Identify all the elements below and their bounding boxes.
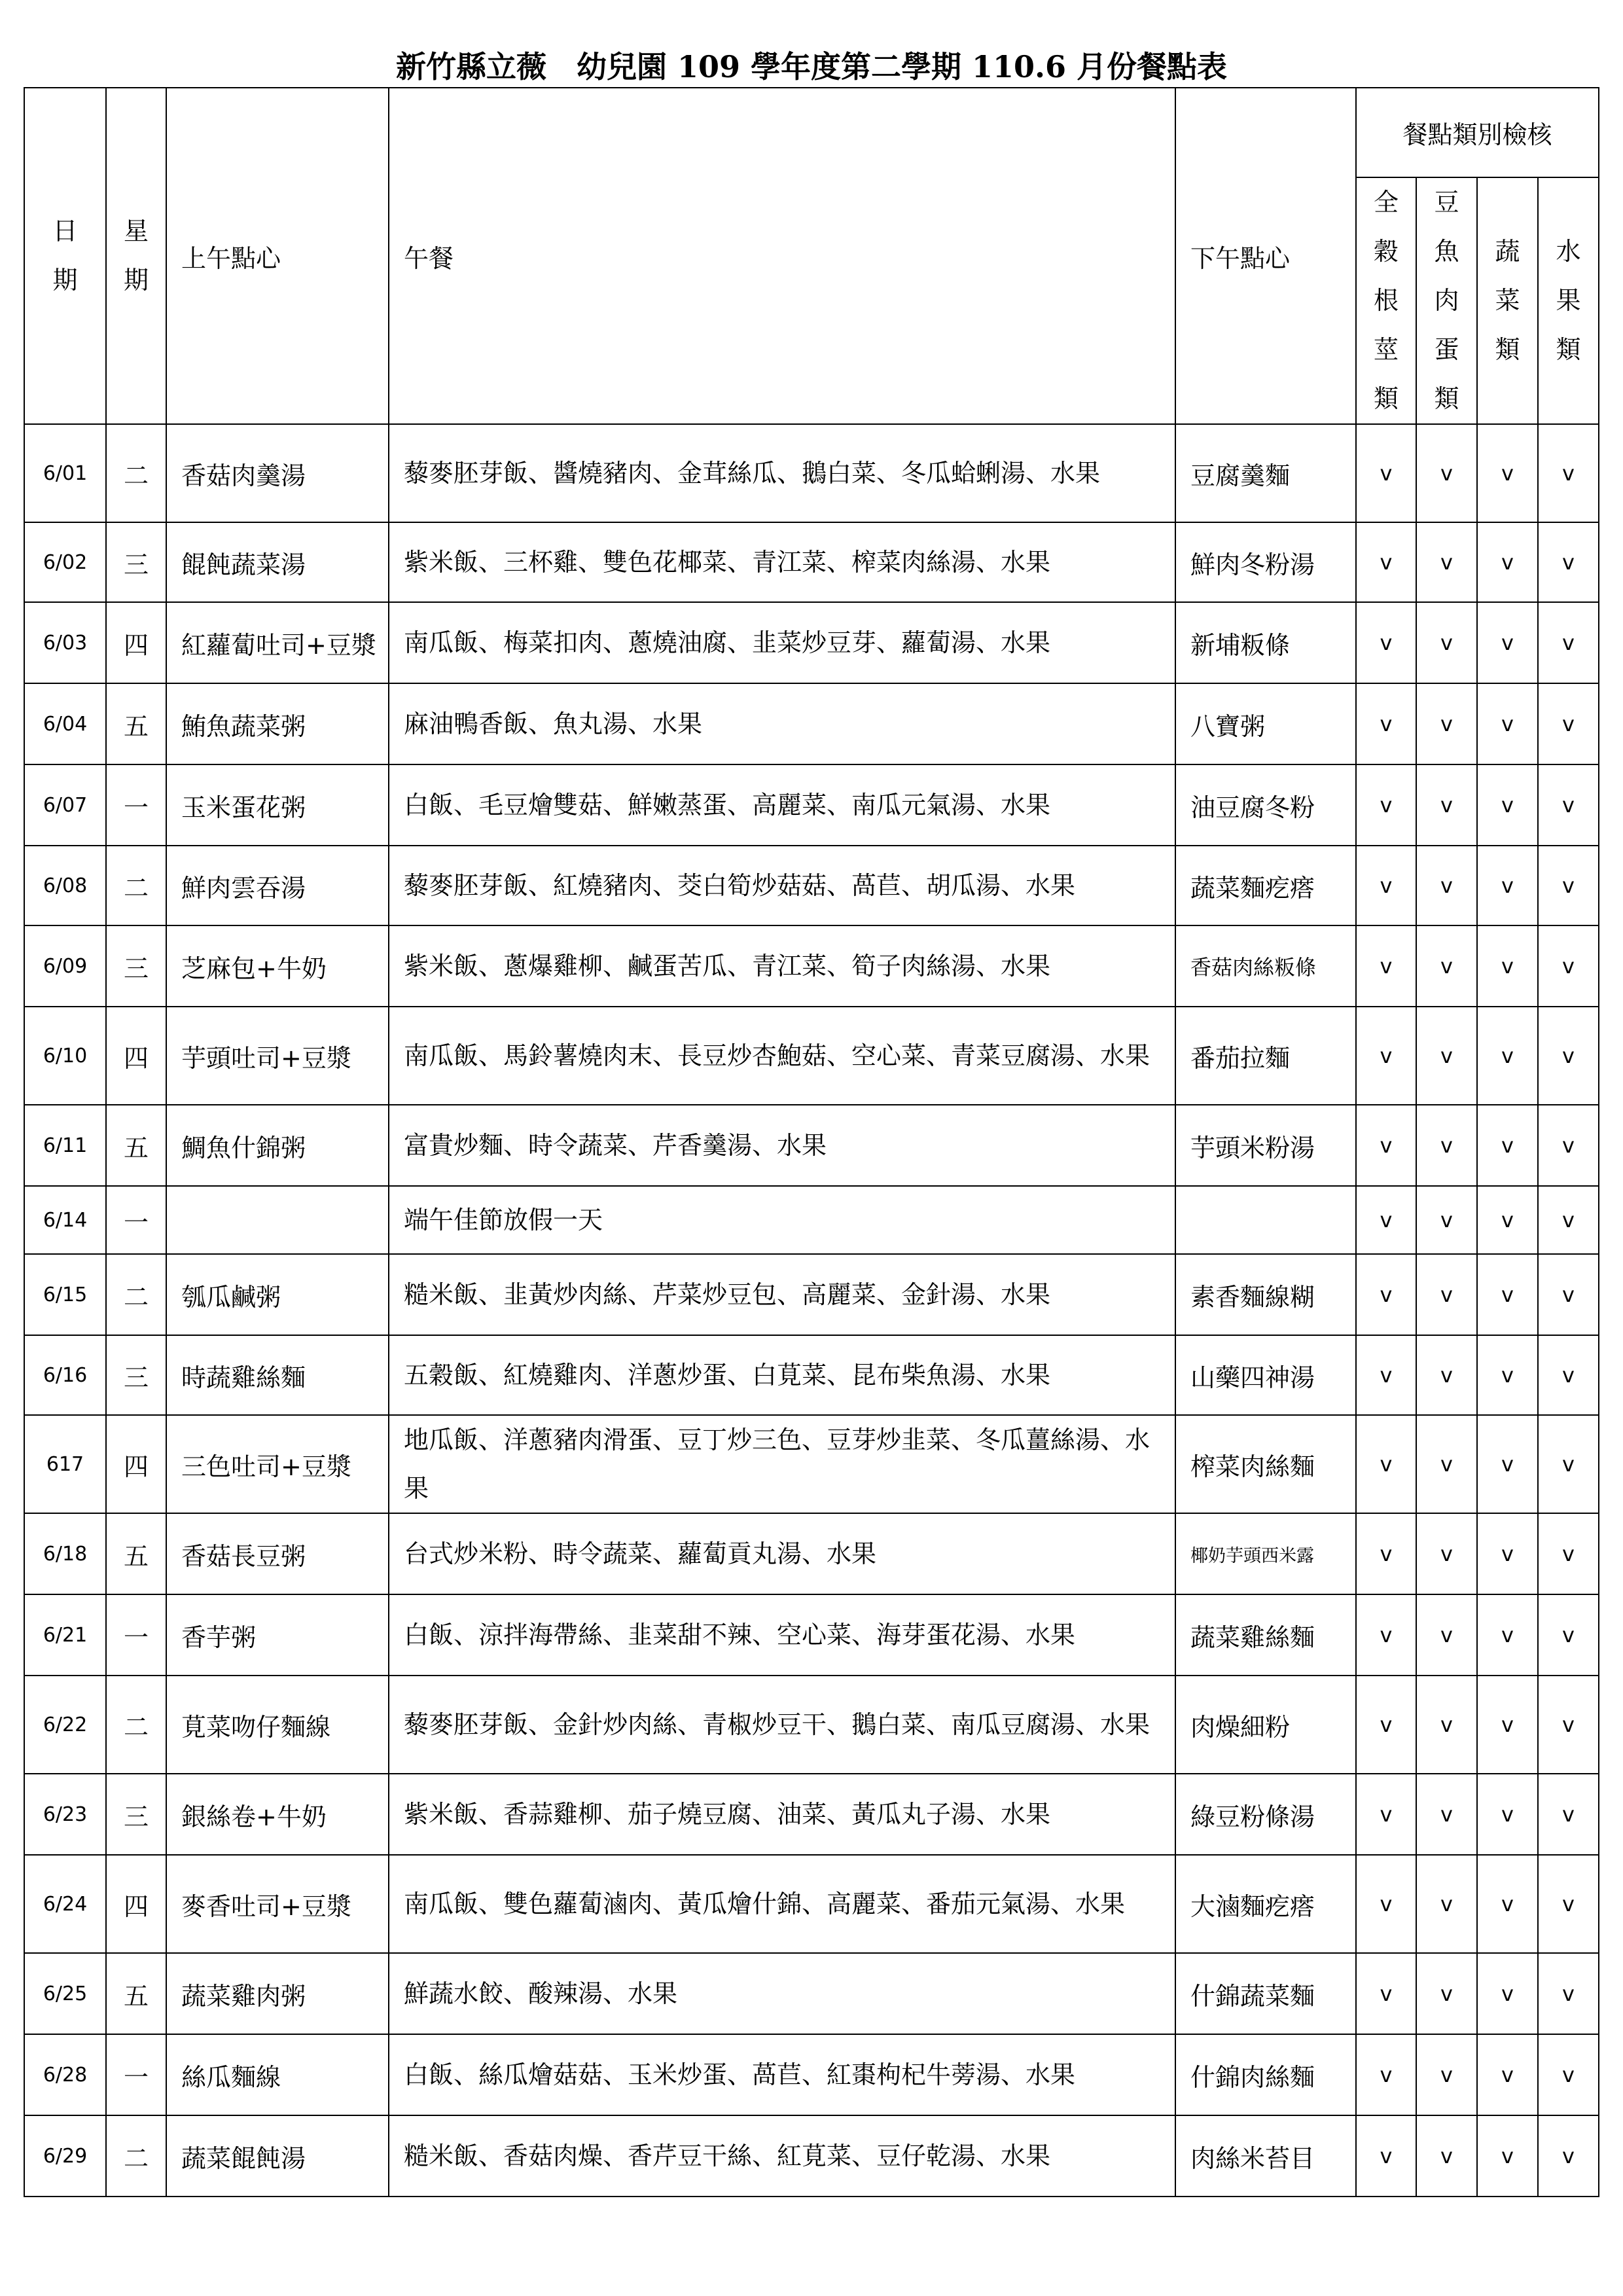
check-mark-cell: v bbox=[1538, 2034, 1599, 2115]
morning-snack-cell: 紅蘿蔔吐司+豆漿 bbox=[166, 602, 389, 683]
table-row bbox=[24, 1953, 1599, 2034]
afternoon-snack-cell: 油豆腐冬粉 bbox=[1175, 764, 1356, 846]
check-mark-cell: v bbox=[1356, 1415, 1416, 1513]
morning-snack-cell: 時蔬雞絲麵 bbox=[166, 1335, 389, 1415]
table-row bbox=[24, 764, 1599, 846]
check-mark-cell: v bbox=[1416, 1676, 1477, 1774]
weekday-cell: 五 bbox=[106, 1953, 166, 2034]
afternoon-snack-cell: 香菇肉絲粄條 bbox=[1175, 925, 1356, 1007]
lunch-cell: 糙米飯、韭黃炒肉絲、芹菜炒豆包、高麗菜、金針湯、水果 bbox=[389, 1254, 1175, 1335]
check-mark-cell: v bbox=[1356, 1186, 1416, 1254]
date-cell: 6/23 bbox=[24, 1774, 106, 1855]
morning-snack-cell: 芋頭吐司+豆漿 bbox=[166, 1007, 389, 1105]
check-mark-cell: v bbox=[1416, 764, 1477, 846]
lunch-cell: 南瓜飯、梅菜扣肉、蔥燒油腐、韭菜炒豆芽、蘿蔔湯、水果 bbox=[389, 602, 1175, 683]
check-mark-cell: v bbox=[1538, 1186, 1599, 1254]
date-cell: 6/07 bbox=[24, 764, 106, 846]
check-mark-cell: v bbox=[1356, 602, 1416, 683]
check-mark-cell: v bbox=[1538, 1774, 1599, 1855]
check-mark-cell: v bbox=[1477, 2034, 1538, 2115]
morning-snack-cell: 香菇肉羹湯 bbox=[166, 424, 389, 522]
table-row bbox=[24, 1774, 1599, 1855]
date-cell: 6/04 bbox=[24, 683, 106, 764]
weekday-cell: 二 bbox=[106, 424, 166, 522]
date-cell: 6/15 bbox=[24, 1254, 106, 1335]
check-mark-cell: v bbox=[1416, 424, 1477, 522]
check-mark-cell: v bbox=[1356, 764, 1416, 846]
lunch-cell: 糙米飯、香菇肉燥、香芹豆干絲、紅莧菜、豆仔乾湯、水果 bbox=[389, 2115, 1175, 2197]
afternoon-snack-cell: 什錦蔬菜麵 bbox=[1175, 1953, 1356, 2034]
morning-snack-cell: 芝麻包+牛奶 bbox=[166, 925, 389, 1007]
check-mark-cell: v bbox=[1538, 1953, 1599, 2034]
weekday-cell: 五 bbox=[106, 1513, 166, 1594]
weekday-cell: 一 bbox=[106, 2034, 166, 2115]
check-mark-cell: v bbox=[1416, 683, 1477, 764]
weekday-cell: 一 bbox=[106, 1186, 166, 1254]
check-mark-cell: v bbox=[1416, 1254, 1477, 1335]
check-mark-cell: v bbox=[1356, 522, 1416, 602]
lunch-cell: 南瓜飯、馬鈴薯燒肉末、長豆炒杏鮑菇、空心菜、青菜豆腐湯、水果 bbox=[389, 1007, 1175, 1105]
table-row bbox=[24, 1335, 1599, 1415]
afternoon-snack-cell: 榨菜肉絲麵 bbox=[1175, 1415, 1356, 1513]
check-mark-cell: v bbox=[1356, 846, 1416, 925]
lunch-cell: 藜麥胚芽飯、醬燒豬肉、金茸絲瓜、鵝白菜、冬瓜蛤蜊湯、水果 bbox=[389, 424, 1175, 522]
header-vegetables: 蔬 菜 類 bbox=[1477, 177, 1538, 424]
check-mark-cell: v bbox=[1477, 1186, 1538, 1254]
check-mark-cell: v bbox=[1356, 424, 1416, 522]
morning-snack-cell: 餛飩蔬菜湯 bbox=[166, 522, 389, 602]
check-mark-cell: v bbox=[1416, 1186, 1477, 1254]
meal-table bbox=[24, 87, 1599, 2197]
check-mark-cell: v bbox=[1477, 1855, 1538, 1953]
header-fruit: 水 果 類 bbox=[1538, 177, 1599, 424]
date-cell: 6/28 bbox=[24, 2034, 106, 2115]
header-protein: 豆 魚 肉 蛋 類 bbox=[1416, 177, 1477, 424]
check-mark-cell: v bbox=[1416, 522, 1477, 602]
afternoon-snack-cell: 鮮肉冬粉湯 bbox=[1175, 522, 1356, 602]
date-cell: 6/29 bbox=[24, 2115, 106, 2197]
weekday-cell: 五 bbox=[106, 1105, 166, 1186]
date-cell: 6/16 bbox=[24, 1335, 106, 1415]
meal-rows bbox=[24, 424, 1599, 2197]
check-mark-cell: v bbox=[1477, 846, 1538, 925]
header-morning-snack: 上午點心 bbox=[166, 88, 389, 424]
check-mark-cell: v bbox=[1538, 602, 1599, 683]
weekday-cell: 四 bbox=[106, 602, 166, 683]
lunch-cell: 南瓜飯、雙色蘿蔔滷肉、黃瓜燴什錦、高麗菜、番茄元氣湯、水果 bbox=[389, 1855, 1175, 1953]
table-row bbox=[24, 1186, 1599, 1254]
morning-snack-cell: 鯛魚什錦粥 bbox=[166, 1105, 389, 1186]
check-mark-cell: v bbox=[1477, 1676, 1538, 1774]
morning-snack-cell: 瓠瓜鹹粥 bbox=[166, 1254, 389, 1335]
check-mark-cell: v bbox=[1477, 764, 1538, 846]
check-mark-cell: v bbox=[1538, 925, 1599, 1007]
table-row bbox=[24, 683, 1599, 764]
check-mark-cell: v bbox=[1538, 846, 1599, 925]
check-mark-cell: v bbox=[1416, 1513, 1477, 1594]
table-row bbox=[24, 1676, 1599, 1774]
header-date: 日 期 bbox=[24, 88, 106, 424]
lunch-cell: 藜麥胚芽飯、金針炒肉絲、青椒炒豆干、鵝白菜、南瓜豆腐湯、水果 bbox=[389, 1676, 1175, 1774]
morning-snack-cell bbox=[166, 1186, 389, 1254]
lunch-cell: 白飯、毛豆燴雙菇、鮮嫩蒸蛋、高麗菜、南瓜元氣湯、水果 bbox=[389, 764, 1175, 846]
table-row bbox=[24, 1855, 1599, 1953]
weekday-cell: 三 bbox=[106, 925, 166, 1007]
check-mark-cell: v bbox=[1356, 2115, 1416, 2197]
afternoon-snack-cell: 什錦肉絲麵 bbox=[1175, 2034, 1356, 2115]
check-mark-cell: v bbox=[1538, 764, 1599, 846]
check-mark-cell: v bbox=[1477, 925, 1538, 1007]
weekday-cell: 二 bbox=[106, 846, 166, 925]
check-mark-cell: v bbox=[1538, 2115, 1599, 2197]
check-mark-cell: v bbox=[1538, 1855, 1599, 1953]
weekday-cell: 三 bbox=[106, 1335, 166, 1415]
table-row bbox=[24, 1007, 1599, 1105]
date-cell: 6/10 bbox=[24, 1007, 106, 1105]
lunch-cell: 台式炒米粉、時令蔬菜、蘿蔔貢丸湯、水果 bbox=[389, 1513, 1175, 1594]
afternoon-snack-cell: 椰奶芋頭西米露 bbox=[1175, 1513, 1356, 1594]
afternoon-snack-cell: 八寶粥 bbox=[1175, 683, 1356, 764]
afternoon-snack-cell: 蔬菜雞絲麵 bbox=[1175, 1594, 1356, 1676]
table-row bbox=[24, 2115, 1599, 2197]
check-mark-cell: v bbox=[1416, 1953, 1477, 2034]
table-row bbox=[24, 1513, 1599, 1594]
check-mark-cell: v bbox=[1356, 1335, 1416, 1415]
table-row bbox=[24, 1415, 1599, 1513]
lunch-cell: 富貴炒麵、時令蔬菜、芹香羹湯、水果 bbox=[389, 1105, 1175, 1186]
lunch-cell: 紫米飯、香蒜雞柳、茄子燒豆腐、油菜、黃瓜丸子湯、水果 bbox=[389, 1774, 1175, 1855]
weekday-cell: 三 bbox=[106, 1774, 166, 1855]
check-mark-cell: v bbox=[1477, 1254, 1538, 1335]
check-mark-cell: v bbox=[1416, 1105, 1477, 1186]
weekday-cell: 一 bbox=[106, 1594, 166, 1676]
check-mark-cell: v bbox=[1356, 683, 1416, 764]
table-row bbox=[24, 1594, 1599, 1676]
morning-snack-cell: 玉米蛋花粥 bbox=[166, 764, 389, 846]
date-cell: 6/18 bbox=[24, 1513, 106, 1594]
date-cell: 617 bbox=[24, 1415, 106, 1513]
afternoon-snack-cell: 肉燥細粉 bbox=[1175, 1676, 1356, 1774]
afternoon-snack-cell: 番茄拉麵 bbox=[1175, 1007, 1356, 1105]
date-cell: 6/09 bbox=[24, 925, 106, 1007]
check-mark-cell: v bbox=[1477, 1953, 1538, 2034]
check-mark-cell: v bbox=[1416, 2115, 1477, 2197]
table-row bbox=[24, 2034, 1599, 2115]
check-mark-cell: v bbox=[1538, 1415, 1599, 1513]
lunch-cell: 白飯、絲瓜燴菇菇、玉米炒蛋、萵苣、紅棗枸杞牛蒡湯、水果 bbox=[389, 2034, 1175, 2115]
check-mark-cell: v bbox=[1356, 1855, 1416, 1953]
morning-snack-cell: 麥香吐司+豆漿 bbox=[166, 1855, 389, 1953]
morning-snack-cell: 蔬菜餛飩湯 bbox=[166, 2115, 389, 2197]
weekday-cell: 四 bbox=[106, 1855, 166, 1953]
table-row bbox=[24, 846, 1599, 925]
header-lunch: 午餐 bbox=[389, 88, 1175, 424]
check-mark-cell: v bbox=[1356, 1774, 1416, 1855]
table-row bbox=[24, 1254, 1599, 1335]
weekday-cell: 一 bbox=[106, 764, 166, 846]
check-mark-cell: v bbox=[1356, 925, 1416, 1007]
table-row bbox=[24, 925, 1599, 1007]
check-mark-cell: v bbox=[1356, 1594, 1416, 1676]
check-mark-cell: v bbox=[1356, 1007, 1416, 1105]
weekday-cell: 四 bbox=[106, 1007, 166, 1105]
check-mark-cell: v bbox=[1416, 1007, 1477, 1105]
check-mark-cell: v bbox=[1477, 1774, 1538, 1855]
morning-snack-cell: 莧菜吻仔麵線 bbox=[166, 1676, 389, 1774]
check-mark-cell: v bbox=[1416, 2034, 1477, 2115]
check-mark-cell: v bbox=[1538, 1007, 1599, 1105]
check-mark-cell: v bbox=[1416, 602, 1477, 683]
check-mark-cell: v bbox=[1477, 1105, 1538, 1186]
date-cell: 6/25 bbox=[24, 1953, 106, 2034]
check-mark-cell: v bbox=[1477, 1513, 1538, 1594]
check-mark-cell: v bbox=[1356, 1676, 1416, 1774]
check-mark-cell: v bbox=[1538, 424, 1599, 522]
afternoon-snack-cell: 山藥四神湯 bbox=[1175, 1335, 1356, 1415]
check-mark-cell: v bbox=[1477, 1335, 1538, 1415]
afternoon-snack-cell: 大滷麵疙瘩 bbox=[1175, 1855, 1356, 1953]
morning-snack-cell: 香菇長豆粥 bbox=[166, 1513, 389, 1594]
check-mark-cell: v bbox=[1356, 2034, 1416, 2115]
check-mark-cell: v bbox=[1416, 846, 1477, 925]
check-mark-cell: v bbox=[1538, 1335, 1599, 1415]
check-mark-cell: v bbox=[1477, 1415, 1538, 1513]
table-row bbox=[24, 424, 1599, 522]
afternoon-snack-cell: 新埔粄條 bbox=[1175, 602, 1356, 683]
afternoon-snack-cell: 豆腐羹麵 bbox=[1175, 424, 1356, 522]
check-mark-cell: v bbox=[1477, 602, 1538, 683]
date-cell: 6/21 bbox=[24, 1594, 106, 1676]
weekday-cell: 五 bbox=[106, 683, 166, 764]
morning-snack-cell: 絲瓜麵線 bbox=[166, 2034, 389, 2115]
afternoon-snack-cell: 蔬菜麵疙瘩 bbox=[1175, 846, 1356, 925]
weekday-cell: 二 bbox=[106, 2115, 166, 2197]
afternoon-snack-cell: 綠豆粉條湯 bbox=[1175, 1774, 1356, 1855]
check-mark-cell: v bbox=[1538, 683, 1599, 764]
check-mark-cell: v bbox=[1538, 1676, 1599, 1774]
morning-snack-cell: 鮪魚蔬菜粥 bbox=[166, 683, 389, 764]
check-mark-cell: v bbox=[1477, 1007, 1538, 1105]
page-title: 新竹縣立薇 幼兒園 109 學年度第二學期 110.6 月份餐點表 bbox=[395, 49, 1228, 84]
date-cell: 6/11 bbox=[24, 1105, 106, 1186]
header-weekday: 星 期 bbox=[106, 88, 166, 424]
header-grains: 全 穀 根 莖 類 bbox=[1356, 177, 1416, 424]
check-mark-cell: v bbox=[1538, 1105, 1599, 1186]
lunch-cell: 麻油鴨香飯、魚丸湯、水果 bbox=[389, 683, 1175, 764]
date-cell: 6/01 bbox=[24, 424, 106, 522]
header-afternoon-snack: 下午點心 bbox=[1175, 88, 1356, 424]
weekday-cell: 二 bbox=[106, 1676, 166, 1774]
lunch-cell: 地瓜飯、洋蔥豬肉滑蛋、豆丁炒三色、豆芽炒韭菜、冬瓜薑絲湯、水果 bbox=[389, 1415, 1175, 1513]
lunch-cell: 紫米飯、三杯雞、雙色花椰菜、青江菜、榨菜肉絲湯、水果 bbox=[389, 522, 1175, 602]
lunch-cell: 白飯、涼拌海帶絲、韭菜甜不辣、空心菜、海芽蛋花湯、水果 bbox=[389, 1594, 1175, 1676]
check-mark-cell: v bbox=[1538, 1513, 1599, 1594]
check-mark-cell: v bbox=[1416, 1594, 1477, 1676]
afternoon-snack-cell: 素香麵線糊 bbox=[1175, 1254, 1356, 1335]
check-mark-cell: v bbox=[1416, 1335, 1477, 1415]
date-cell: 6/14 bbox=[24, 1186, 106, 1254]
table-row bbox=[24, 602, 1599, 683]
date-cell: 6/03 bbox=[24, 602, 106, 683]
weekday-cell: 二 bbox=[106, 1254, 166, 1335]
lunch-cell: 五穀飯、紅燒雞肉、洋蔥炒蛋、白莧菜、昆布柴魚湯、水果 bbox=[389, 1335, 1175, 1415]
morning-snack-cell: 三色吐司+豆漿 bbox=[166, 1415, 389, 1513]
morning-snack-cell: 蔬菜雞肉粥 bbox=[166, 1953, 389, 2034]
lunch-cell: 鮮蔬水餃、酸辣湯、水果 bbox=[389, 1953, 1175, 2034]
check-mark-cell: v bbox=[1416, 1774, 1477, 1855]
weekday-cell: 四 bbox=[106, 1415, 166, 1513]
check-mark-cell: v bbox=[1416, 1855, 1477, 1953]
check-mark-cell: v bbox=[1356, 1953, 1416, 2034]
header-category-check: 餐點類別檢核 bbox=[1356, 88, 1599, 177]
afternoon-snack-cell: 肉絲米苔目 bbox=[1175, 2115, 1356, 2197]
lunch-cell: 端午佳節放假一天 bbox=[389, 1186, 1175, 1254]
check-mark-cell: v bbox=[1477, 1594, 1538, 1676]
check-mark-cell: v bbox=[1538, 1594, 1599, 1676]
afternoon-snack-cell: 芋頭米粉湯 bbox=[1175, 1105, 1356, 1186]
check-mark-cell: v bbox=[1356, 1105, 1416, 1186]
check-mark-cell: v bbox=[1477, 522, 1538, 602]
lunch-cell: 紫米飯、蔥爆雞柳、鹹蛋苦瓜、青江菜、筍子肉絲湯、水果 bbox=[389, 925, 1175, 1007]
date-cell: 6/24 bbox=[24, 1855, 106, 1953]
table-row bbox=[24, 522, 1599, 602]
weekday-cell: 三 bbox=[106, 522, 166, 602]
morning-snack-cell: 香芋粥 bbox=[166, 1594, 389, 1676]
table-row bbox=[24, 1105, 1599, 1186]
check-mark-cell: v bbox=[1477, 683, 1538, 764]
check-mark-cell: v bbox=[1538, 1254, 1599, 1335]
lunch-cell: 藜麥胚芽飯、紅燒豬肉、茭白筍炒菇菇、萵苣、胡瓜湯、水果 bbox=[389, 846, 1175, 925]
check-mark-cell: v bbox=[1477, 2115, 1538, 2197]
check-mark-cell: v bbox=[1416, 925, 1477, 1007]
afternoon-snack-cell bbox=[1175, 1186, 1356, 1254]
morning-snack-cell: 銀絲卷+牛奶 bbox=[166, 1774, 389, 1855]
check-mark-cell: v bbox=[1416, 1415, 1477, 1513]
date-cell: 6/02 bbox=[24, 522, 106, 602]
check-mark-cell: v bbox=[1538, 522, 1599, 602]
morning-snack-cell: 鮮肉雲吞湯 bbox=[166, 846, 389, 925]
date-cell: 6/22 bbox=[24, 1676, 106, 1774]
check-mark-cell: v bbox=[1356, 1513, 1416, 1594]
check-mark-cell: v bbox=[1356, 1254, 1416, 1335]
check-mark-cell: v bbox=[1477, 424, 1538, 522]
date-cell: 6/08 bbox=[24, 846, 106, 925]
